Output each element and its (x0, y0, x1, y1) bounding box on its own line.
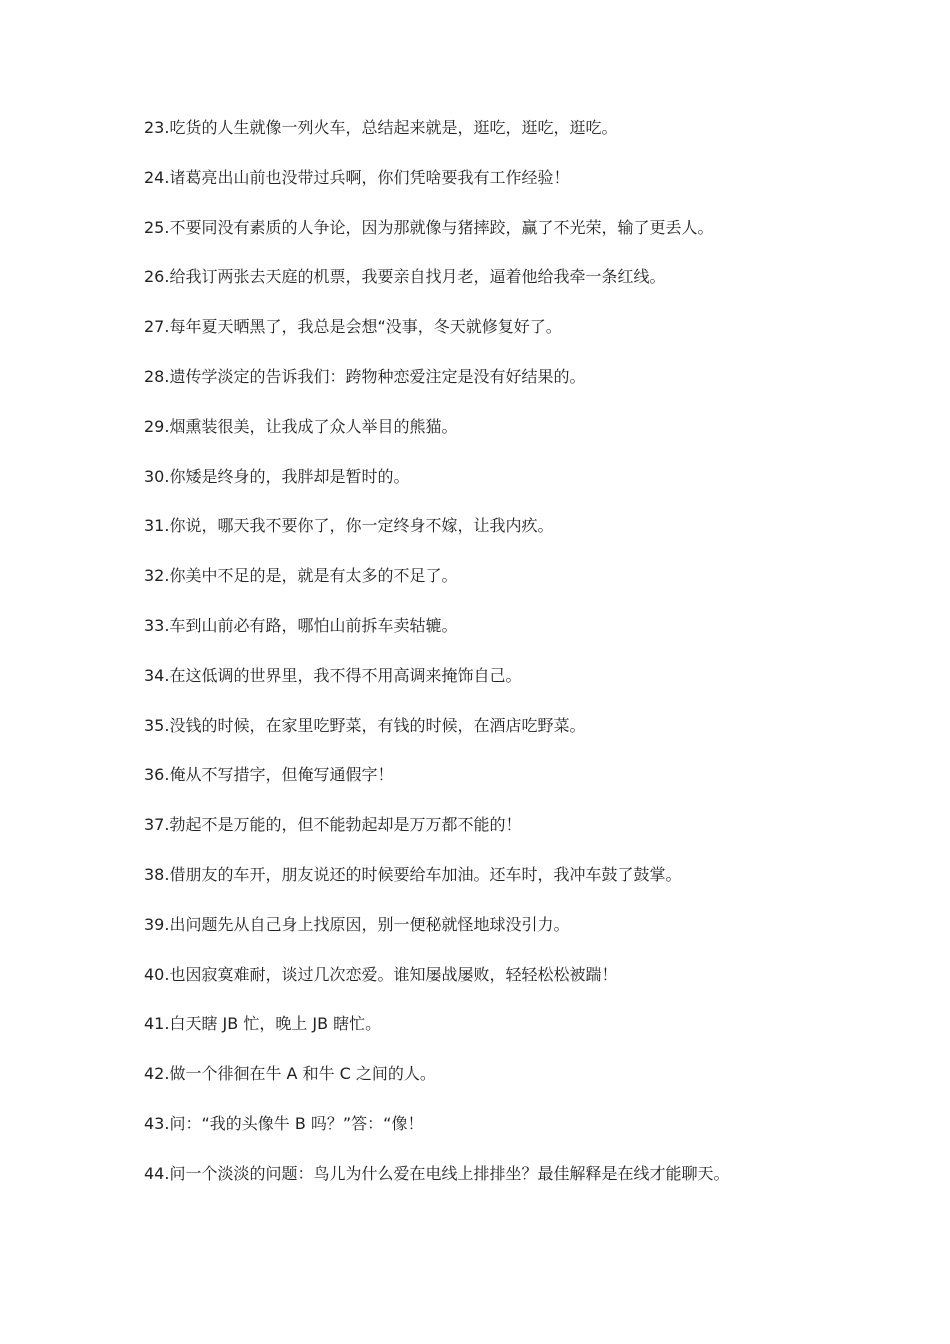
list-item: 31.你说，哪天我不要你了，你一定终身不嫁，让我内疚。 (144, 516, 554, 536)
list-item: 27.每年夏天晒黑了，我总是会想“没事，冬天就修复好了。 (144, 317, 562, 337)
list-item: 42.做一个徘徊在牛 A 和牛 C 之间的人。 (144, 1064, 436, 1084)
joke-list (144, 114, 914, 1210)
list-item: 26.给我订两张去天庭的机票，我要亲自找月老，逼着他给我牵一条红线。 (144, 267, 666, 287)
list-item: 23.吃货的人生就像一列火车，总结起来就是，逛吃，逛吃，逛吃。 (144, 118, 618, 137)
list-item: 38.借朋友的车开，朋友说还的时候要给车加油。还车时，我冲车鼓了鼓掌。 (144, 864, 682, 884)
list-item: 30.你矮是终身的，我胖却是暂时的。 (144, 466, 410, 486)
list-item: 33.车到山前必有路，哪怕山前拆车卖轱辘。 (144, 615, 458, 635)
list-item: 29.烟熏装很美，让我成了众人举目的熊猫。 (144, 416, 458, 436)
list-item: 43.问：“我的头像牛 B 吗？”答：“像！ (144, 1113, 424, 1133)
list-item: 41.白天瞎 JB 忙，晚上 JB 瞎忙。 (144, 1014, 382, 1034)
list-item: 32.你美中不足的是，就是有太多的不足了。 (144, 566, 458, 586)
list-item: 25.不要同没有素质的人争论，因为那就像与猪摔跤，赢了不光荣，输了更丢人。 (144, 217, 714, 237)
list-item: 24.诸葛亮出山前也没带过兵啊，你们凭啥要我有工作经验！ (144, 167, 570, 187)
list-item: 28.遗传学淡定的告诉我们：跨物种恋爱注定是没有好结果的。 (144, 366, 586, 386)
list-item: 44.问一个淡淡的问题：鸟儿为什么爱在电线上排排坐？最佳解释是在线才能聊天。 (144, 1163, 730, 1183)
list-item: 40.也因寂寞难耐，谈过几次恋爱。谁知屡战屡败，轻轻松松被踹！ (144, 964, 618, 984)
list-item: 37.勃起不是万能的，但不能勃起却是万万都不能的！ (144, 815, 522, 835)
list-item: 35.没钱的时候，在家里吃野菜，有钱的时候，在酒店吃野菜。 (144, 715, 586, 735)
list-item: 39.出问题先从自己身上找原因，别一便秘就怪地球没引力。 (144, 914, 570, 934)
list-item: 34.在这低调的世界里，我不得不用高调来掩饰自己。 (144, 665, 522, 685)
list-item: 36.俺从不写措字，但俺写通假字！ (144, 765, 394, 785)
